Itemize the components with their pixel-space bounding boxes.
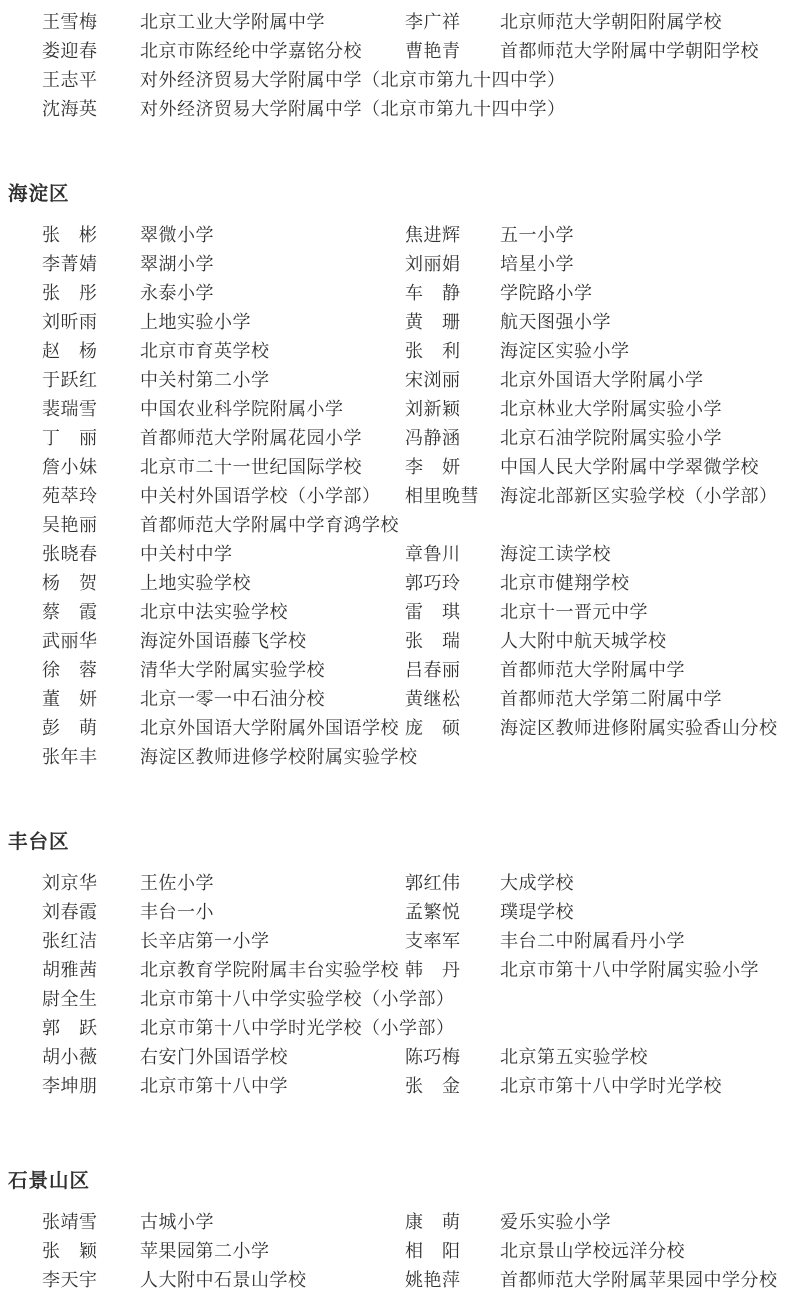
table-row xyxy=(0,64,788,93)
person-name-col1: 张 彤 xyxy=(42,282,98,303)
school-name-col1: 北京教育学院附属丰台实验学校 xyxy=(140,959,399,980)
school-name-col2: 北京市第十八中学附属实验小学 xyxy=(500,959,759,980)
school-name-col2: 中国人民大学附属中学翠微学校 xyxy=(500,456,759,477)
person-name-col2: 吕春丽 xyxy=(405,659,461,680)
person-name-col2: 康 萌 xyxy=(405,1211,461,1232)
person-name-col2: 黄 珊 xyxy=(405,311,461,332)
person-name-col2: 冯静涵 xyxy=(405,427,461,448)
table-row xyxy=(0,364,788,393)
school-name-col2: 北京景山学校远洋分校 xyxy=(500,1240,685,1261)
table-row xyxy=(0,393,788,422)
school-name-col1: 对外经济贸易大学附属中学（北京市第九十四中学） xyxy=(140,98,566,119)
person-name-col1: 张 彬 xyxy=(42,224,98,245)
person-name-col2: 李广祥 xyxy=(405,11,461,32)
school-name-col1: 中关村中学 xyxy=(140,543,233,564)
person-name-col2: 支率军 xyxy=(405,930,461,951)
school-name-col2: 首都师范大学附属中学 xyxy=(500,659,685,680)
school-name-col2: 人大附中航天城学校 xyxy=(500,630,667,651)
school-name-col1: 北京市二十一世纪国际学校 xyxy=(140,456,362,477)
person-name-col2: 张 瑞 xyxy=(405,630,461,651)
district-header: 丰台区 xyxy=(8,832,70,853)
person-name-col1: 吴艳丽 xyxy=(42,514,98,535)
school-name-col1: 北京市第十八中学实验学校（小学部） xyxy=(140,988,455,1009)
person-name-col1: 张靖雪 xyxy=(42,1211,98,1232)
person-name-col2: 韩 丹 xyxy=(405,959,461,980)
person-name-col2: 李 妍 xyxy=(405,456,461,477)
section-rows xyxy=(0,219,788,770)
person-name-col1: 李菁婧 xyxy=(42,253,98,274)
table-row xyxy=(0,480,788,509)
district-section xyxy=(0,6,788,122)
district-section xyxy=(0,1165,788,1293)
table-row xyxy=(0,596,788,625)
person-name-col1: 张 颖 xyxy=(42,1240,98,1261)
person-name-col1: 沈海英 xyxy=(42,98,98,119)
table-row xyxy=(0,567,788,596)
person-name-col2: 郭红伟 xyxy=(405,872,461,893)
school-name-col2: 北京十一晋元中学 xyxy=(500,601,648,622)
school-name-col1: 中国农业科学院附属小学 xyxy=(140,398,344,419)
person-name-col1: 赵 杨 xyxy=(42,340,98,361)
person-name-col2: 曹艳青 xyxy=(405,40,461,61)
person-name-col1: 张年丰 xyxy=(42,746,98,767)
table-row xyxy=(0,867,788,896)
table-row xyxy=(0,1264,788,1293)
school-name-col1: 上地实验学校 xyxy=(140,572,251,593)
school-name-col1: 北京一零一中石油分校 xyxy=(140,688,325,709)
table-row xyxy=(0,248,788,277)
school-name-col2: 海淀工读学校 xyxy=(500,543,611,564)
person-name-col1: 李坤朋 xyxy=(42,1075,98,1096)
person-name-col1: 于跃红 xyxy=(42,369,98,390)
school-name-col1: 北京市陈经纶中学嘉铭分校 xyxy=(140,40,362,61)
school-name-col2: 北京第五实验学校 xyxy=(500,1046,648,1067)
person-name-col1: 胡雅茜 xyxy=(42,959,98,980)
sections-container xyxy=(0,6,788,1293)
table-row xyxy=(0,35,788,64)
person-name-col1: 郭 跃 xyxy=(42,1017,98,1038)
school-name-col1: 右安门外国语学校 xyxy=(140,1046,288,1067)
table-row xyxy=(0,683,788,712)
person-name-col2: 张 金 xyxy=(405,1075,461,1096)
school-name-col2: 北京市第十八中学时光学校 xyxy=(500,1075,722,1096)
table-row xyxy=(0,1070,788,1099)
person-name-col2: 刘丽娟 xyxy=(405,253,461,274)
school-name-col2: 爱乐实验小学 xyxy=(500,1211,611,1232)
school-name-col1: 永泰小学 xyxy=(140,282,214,303)
table-row xyxy=(0,1235,788,1264)
school-name-col2: 培星小学 xyxy=(500,253,574,274)
table-row xyxy=(0,1012,788,1041)
school-name-col2: 北京市健翔学校 xyxy=(500,572,630,593)
district-section xyxy=(0,178,788,770)
person-name-col2: 姚艳萍 xyxy=(405,1269,461,1290)
table-row xyxy=(0,654,788,683)
school-name-col1: 北京市育英学校 xyxy=(140,340,270,361)
school-name-col1: 丰台一小 xyxy=(140,901,214,922)
school-name-col1: 北京市第十八中学时光学校（小学部） xyxy=(140,1017,455,1038)
person-name-col1: 丁 丽 xyxy=(42,427,98,448)
person-name-col1: 刘春霞 xyxy=(42,901,98,922)
table-row xyxy=(0,509,788,538)
table-row xyxy=(0,451,788,480)
table-row xyxy=(0,422,788,451)
table-row xyxy=(0,954,788,983)
school-name-col1: 海淀区教师进修学校附属实验学校 xyxy=(140,746,418,767)
person-name-col2: 雷 琪 xyxy=(405,601,461,622)
person-name-col1: 李天宇 xyxy=(42,1269,98,1290)
school-name-col2: 丰台二中附属看丹小学 xyxy=(500,930,685,951)
table-row xyxy=(0,219,788,248)
person-name-col2: 相里晚彗 xyxy=(405,485,479,506)
school-name-col1: 清华大学附属实验学校 xyxy=(140,659,325,680)
school-name-col1: 北京市第十八中学 xyxy=(140,1075,288,1096)
person-name-col1: 王雪梅 xyxy=(42,11,98,32)
person-name-col1: 娄迎春 xyxy=(42,40,98,61)
person-name-col2: 郭巧玲 xyxy=(405,572,461,593)
table-row xyxy=(0,93,788,122)
school-name-col2: 北京石油学院附属实验小学 xyxy=(500,427,722,448)
school-name-col1: 北京中法实验学校 xyxy=(140,601,288,622)
school-name-col1: 翠微小学 xyxy=(140,224,214,245)
table-row xyxy=(0,335,788,364)
school-name-col1: 中关村外国语学校（小学部） xyxy=(140,485,381,506)
table-row xyxy=(0,712,788,741)
person-name-col1: 武丽华 xyxy=(42,630,98,651)
person-name-col1: 董 妍 xyxy=(42,688,98,709)
person-name-col2: 宋浏丽 xyxy=(405,369,461,390)
person-name-col2: 张 利 xyxy=(405,340,461,361)
person-name-col2: 黄继松 xyxy=(405,688,461,709)
school-name-col1: 北京工业大学附属中学 xyxy=(140,11,325,32)
person-name-col2: 刘新颖 xyxy=(405,398,461,419)
section-rows xyxy=(0,6,788,122)
school-name-col2: 大成学校 xyxy=(500,872,574,893)
school-name-col1: 长辛店第一小学 xyxy=(140,930,270,951)
school-name-col2: 五一小学 xyxy=(500,224,574,245)
person-name-col1: 裴瑞雪 xyxy=(42,398,98,419)
person-name-col2: 相 阳 xyxy=(405,1240,461,1261)
school-name-col1: 首都师范大学附属花园小学 xyxy=(140,427,362,448)
school-name-col2: 璞瑅学校 xyxy=(500,901,574,922)
school-name-col1: 首都师范大学附属中学育鸿学校 xyxy=(140,514,399,535)
table-row xyxy=(0,896,788,925)
person-name-col1: 张晓春 xyxy=(42,543,98,564)
table-row xyxy=(0,625,788,654)
school-name-col2: 北京外国语大学附属小学 xyxy=(500,369,704,390)
person-name-col2: 焦进辉 xyxy=(405,224,461,245)
school-name-col2: 首都师范大学第二附属中学 xyxy=(500,688,722,709)
table-row xyxy=(0,983,788,1012)
section-rows xyxy=(0,1206,788,1293)
person-name-col2: 孟繁悦 xyxy=(405,901,461,922)
person-name-col1: 胡小薇 xyxy=(42,1046,98,1067)
table-row xyxy=(0,925,788,954)
person-name-col1: 彭 萌 xyxy=(42,717,98,738)
school-name-col1: 翠湖小学 xyxy=(140,253,214,274)
school-name-col2: 首都师范大学附属中学朝阳学校 xyxy=(500,40,759,61)
person-name-col1: 蔡 霞 xyxy=(42,601,98,622)
person-name-col1: 刘昕雨 xyxy=(42,311,98,332)
school-name-col2: 海淀区实验小学 xyxy=(500,340,630,361)
table-row xyxy=(0,1041,788,1070)
person-name-col1: 刘京华 xyxy=(42,872,98,893)
school-name-col1: 对外经济贸易大学附属中学（北京市第九十四中学） xyxy=(140,69,566,90)
table-row xyxy=(0,277,788,306)
person-name-col2: 车 静 xyxy=(405,282,461,303)
person-name-col1: 杨 贺 xyxy=(42,572,98,593)
school-name-col2: 学院路小学 xyxy=(500,282,593,303)
person-name-col1: 詹小妹 xyxy=(42,456,98,477)
person-name-col2: 庞 硕 xyxy=(405,717,461,738)
table-row xyxy=(0,1206,788,1235)
person-name-col1: 王志平 xyxy=(42,69,98,90)
school-name-col1: 海淀外国语藤飞学校 xyxy=(140,630,307,651)
table-row xyxy=(0,538,788,567)
district-section xyxy=(0,826,788,1099)
school-name-col2: 北京林业大学附属实验小学 xyxy=(500,398,722,419)
district-header: 石景山区 xyxy=(8,1171,91,1192)
school-name-col2: 海淀区教师进修附属实验香山分校 xyxy=(500,717,778,738)
person-name-col2: 章鲁川 xyxy=(405,543,461,564)
school-name-col1: 王佐小学 xyxy=(140,872,214,893)
school-name-col1: 苹果园第二小学 xyxy=(140,1240,270,1261)
school-name-col2: 北京师范大学朝阳附属学校 xyxy=(500,11,722,32)
table-row xyxy=(0,6,788,35)
school-name-col2: 首都师范大学附属苹果园中学分校 xyxy=(500,1269,778,1290)
school-name-col1: 上地实验小学 xyxy=(140,311,251,332)
district-header: 海淀区 xyxy=(8,184,70,205)
school-name-col2: 海淀北部新区实验学校（小学部） xyxy=(500,485,778,506)
table-row xyxy=(0,306,788,335)
school-name-col1: 古城小学 xyxy=(140,1211,214,1232)
table-row xyxy=(0,741,788,770)
school-name-col2: 航天图强小学 xyxy=(500,311,611,332)
person-name-col1: 尉全生 xyxy=(42,988,98,1009)
school-name-col1: 人大附中石景山学校 xyxy=(140,1269,307,1290)
school-name-col1: 北京外国语大学附属外国语学校 xyxy=(140,717,399,738)
person-name-col2: 陈巧梅 xyxy=(405,1046,461,1067)
section-rows xyxy=(0,867,788,1099)
person-name-col1: 苑萃玲 xyxy=(42,485,98,506)
person-name-col1: 徐 蓉 xyxy=(42,659,98,680)
school-name-col1: 中关村第二小学 xyxy=(140,369,270,390)
person-name-col1: 张红洁 xyxy=(42,930,98,951)
